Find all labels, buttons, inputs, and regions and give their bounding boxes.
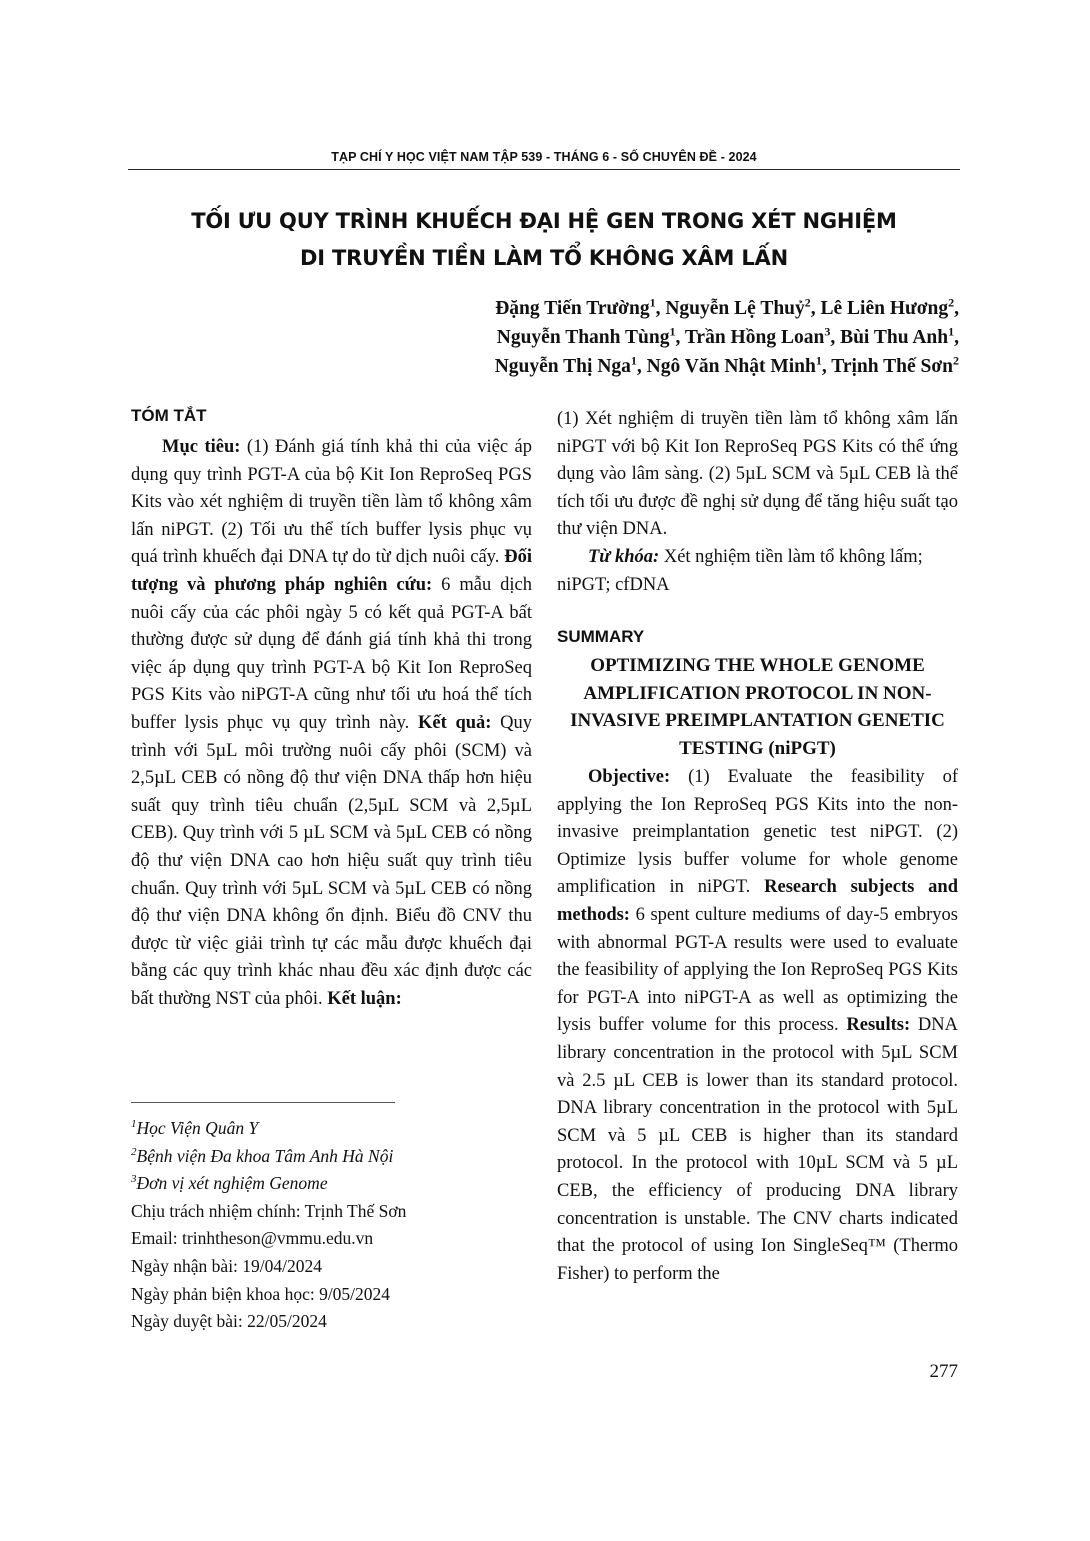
running-header: TẠP CHÍ Y HỌC VIỆT NAM TẬP 539 - THÁNG 6 - SỐ CHUYÊN ĐỀ - 2024	[331, 150, 757, 164]
vn-abstract-heading: TÓM TẮT	[131, 406, 207, 425]
header-rule	[128, 169, 960, 170]
responsible-author: Chịu trách nhiệm chính: Trịnh Thế Sơn	[131, 1200, 407, 1221]
title-line-2: DI TRUYỀN TIỀN LÀM TỔ KHÔNG XÂM LẤN	[300, 246, 788, 270]
author: Bùi Thu Anh$^1$	[840, 324, 955, 348]
affiliation-3: $^3$Đơn vị xét nghiệm Genome	[131, 1173, 328, 1194]
en-article-title: OPTIMIZING THE WHOLE GENOME AMPLIFICATION PROTOCOL IN NON-INVASIVE PREIMPLANTATION GENETIC TESTING (niPGT)	[570, 655, 945, 759]
vn-abstract-body: Mục tiêu: (1) Đánh giá tính khả thi của việc áp dụng quy trình PGT-A của bộ Kit Ion ReproSeq PGS Kits vào xét nghiệm di truyền tiền làm tổ không xâm lấn niPGT. (2) Tối ưu thể tích buffer lysis phục vụ quá trình khuếch đại DNA tự do từ dịch nuôi cấy. Đối tượng và phương pháp nghiên cứu: 6 mẫu dịch nuôi cấy của các phôi ngày 5 có kết quả PGT-A bất thường được sử dụng để đánh giá tính khả thi trong việc áp dụng quy trình PGT-A bộ Kit Ion ReproSeq PGS Kits vào niPGT-A cũng như tối ưu hoá thể tích buffer lysis phục vụ quy trình này. Kết quả: Quy trình với 5µL môi trường nuôi cấy phôi (SCM) và 2,5µL CEB có nồng độ thư viện DNA thấp hơn hiệu suất quy trình tiêu chuẩn (2,5µL SCM và 2,5µL CEB). Quy trình với 5 µL SCM và 5µL CEB có nồng độ thư viện DNA cao hơn hiệu suất quy trình tiêu chuẩn. Quy trình với 5µL SCM và 5µL CEB có nồng độ thư viện DNA không ổn định. Biểu đồ CNV thu được từ việc giải trình tự các mẫu được khuếch đại bằng các quy trình khác nhau đều xác định được các bất thường NST của phôi. Kết luận:	[131, 437, 533, 1009]
affiliation-2: $^2$Bệnh viện Đa khoa Tâm Anh Hà Nội	[131, 1145, 394, 1166]
article-title	[128, 203, 960, 277]
author: Nguyễn Thanh Tùng$^1$	[496, 324, 676, 348]
date-reviewed: Ngày phản biện khoa học: 9/05/2024	[131, 1283, 391, 1304]
vn-conclusion-text: (1) Xét nghiệm di truyền tiền làm tổ không xâm lấn niPGT với bộ Kit Ion ReproSeq PGS Kits có thể ứng dụng vào lâm sàng. (2) 5µL SCM và 5µL CEB là thể tích tối ưu được đề nghị sử dụng để tăng hiệu suất tạo thư viện DNA.	[557, 409, 958, 540]
author: Trịnh Thế Sơn$^2$	[831, 353, 959, 377]
footnote-rule	[131, 1102, 395, 1103]
date-approved: Ngày duyệt bài: 22/05/2024	[131, 1311, 327, 1332]
author: Lê Liên Hương$^2$	[820, 295, 955, 319]
author: Nguyễn Lệ Thuỷ$^2$	[665, 295, 811, 319]
footnotes	[131, 1115, 532, 1336]
author: Nguyễn Thị Nga$^1$	[494, 353, 637, 377]
title-line-1: TỐI ƯU QUY TRÌNH KHUẾCH ĐẠI HỆ GEN TRONG XÉT NGHIỆM	[191, 209, 897, 233]
en-abstract-heading: SUMMARY	[557, 627, 645, 646]
affiliation-1: $^1$Học Viện Quân Y	[131, 1118, 259, 1138]
author: Ngô Văn Nhật Minh$^1$	[646, 353, 822, 377]
contact-email: Email: trinhtheson@vmmu.edu.vn	[131, 1228, 374, 1249]
page-number: 277	[929, 1361, 958, 1382]
date-received: Ngày nhận bài: 19/04/2024	[131, 1255, 323, 1276]
author-list: Đặng Tiến Trường$^1$, Nguyễn Lệ Thuỷ$^2$, Lê Liên Hương$^2$, Nguyễn Thanh Tùng$^1$, Trần Hồng Loan$^3$, Bùi Thu Anh$^1$, Nguyễn Thị Nga$^1$, Ngô Văn Nhật Minh$^1$, Trịnh Thế Sơn$^2$	[494, 295, 959, 377]
author: Trần Hồng Loan$^3$	[684, 324, 831, 348]
en-abstract-body: Objective: (1) Evaluate the feasibility of applying the Ion ReproSeq PGS Kits into the non-invasive preimplantation genetic test niPGT. (2) Optimize lysis buffer volume for whole genome amplification in niPGT. Research subjects and methods: 6 spent culture mediums of day-5 embryos with abnormal PGT-A results were used to evaluate the feasibility of applying the Ion ReproSeq PGS Kits for PGT-A into niPGT-A as well as optimizing the lysis buffer volume for this process. Results: DNA library concentration in the protocol with 5µL SCM và 2.5 µL CEB is lower than its standard protocol. DNA library concentration in the protocol with 5µL SCM và 5 µL CEB is higher than its standard protocol. In the protocol with 10µL SCM và 5 µL CEB, the efficiency of producing DNA library concentration is unstable. The CNV charts indicated that the protocol of using Ion SingleSeq™ (Thermo Fisher) to perform the	[557, 767, 958, 1284]
keywords: Từ khóa: Xét nghiệm tiền làm tổ không lấm; niPGT; cfDNA	[557, 547, 923, 595]
author: Đặng Tiến Trường$^1$	[495, 295, 656, 319]
